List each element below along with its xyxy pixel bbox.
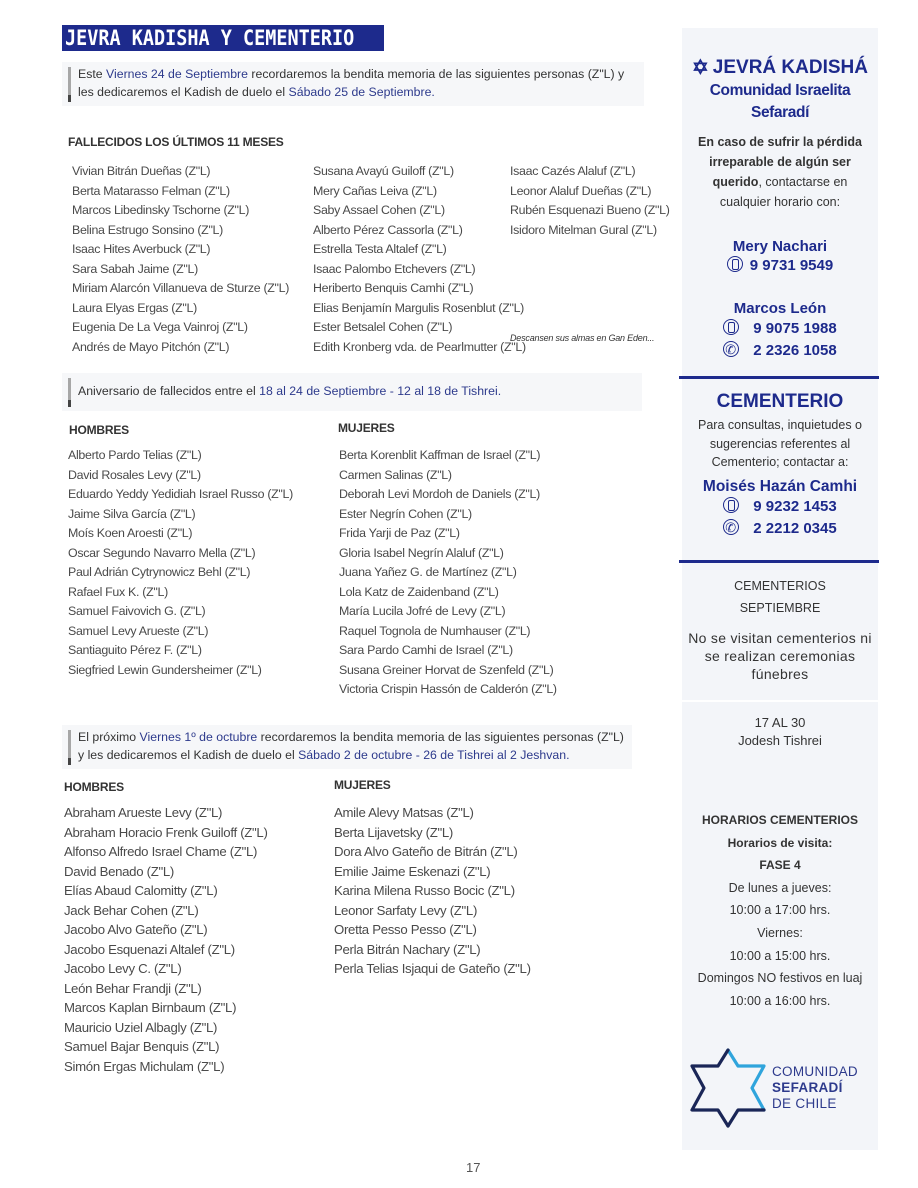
horarios-line: 10:00 a 17:00 hrs.: [729, 903, 831, 918]
contact-mery: [682, 238, 878, 277]
name-list-item: Sara Pardo Camhi de Israel (Z"L): [339, 643, 513, 657]
horarios-line: Domingos NO festivos en luaj: [697, 971, 863, 986]
name-list-item: Alberto Pardo Telias (Z"L): [68, 448, 202, 462]
name-list-item: Alberto Pérez Cassorla (Z"L): [313, 222, 463, 237]
mobile-phone-icon: [727, 256, 743, 272]
name-list-item: Dora Alvo Gateño de Bitrán (Z"L): [334, 844, 518, 859]
intro-bold: En caso de sufrir la pérdida irreparable de algún ser querido: [698, 135, 862, 189]
logo-line2: SEFARADÍ: [772, 1080, 843, 1095]
name-list-item: Oretta Pesso Pesso (Z"L): [334, 922, 477, 937]
note-bar: [68, 378, 71, 407]
next-women-list: [334, 803, 531, 979]
name-list-item: Berta Korenblit Kaffman de Israel (Z"L): [339, 448, 541, 462]
name-list-item: Victoria Crispin Hassón de Calderón (Z"L): [339, 682, 557, 696]
name-list-item: David Rosales Levy (Z"L): [68, 467, 201, 482]
name-list-item: Marcos Libedinsky Tschorne (Z"L): [72, 203, 250, 217]
name-list-item: Mery Cañas Leiva (Z"L): [313, 183, 437, 198]
note-date-highlight: Sábado 25 de Septiembre.: [288, 85, 435, 99]
next-men-heading: HOMBRES: [64, 780, 124, 794]
september-line2: SEPTIEMBRE: [739, 601, 821, 615]
name-list-item: Elias Benjamín Margulis Rosenblut (Z"L): [313, 300, 524, 315]
name-list-item: Ester Betsalel Cohen (Z"L): [313, 320, 453, 334]
name-list-item: Berta Lijavetsky (Z"L): [334, 824, 454, 840]
name-list-item: Karina Milena Russo Bocic (Z"L): [334, 883, 515, 898]
logo-text: [772, 1064, 858, 1112]
name-list-item: Jack Behar Cohen (Z"L): [64, 902, 199, 918]
landline-phone-icon: [723, 341, 739, 357]
name-list-item: Heriberto Benquis Camhi (Z"L): [313, 281, 474, 295]
page-title: [62, 25, 384, 51]
phone-number: 2 2326 1058: [753, 342, 837, 359]
name-list-item: Vivian Bitrán Dueñas (Z"L): [72, 164, 211, 178]
org-title: JEVRÁ KADISHÁ: [712, 57, 868, 78]
horarios-line: Viernes:: [757, 925, 803, 940]
name-list-item: Eugenia De La Vega Vainroj (Z"L): [72, 320, 248, 334]
name-list-item: Simón Ergas Michulam (Z"L): [64, 1058, 225, 1074]
name-list-item: Isaac Cazés Alaluf (Z"L): [510, 164, 636, 178]
name-list-item: María Lucila Jofré de Levy (Z"L): [339, 604, 506, 618]
anniversary-note: [62, 373, 642, 411]
horarios-title: HORARIOS CEMENTERIOS: [701, 813, 858, 827]
name-list-item: Jacobo Alvo Gateño (Z"L): [64, 922, 208, 937]
fallecidos-list-col1: [72, 162, 289, 357]
landline-phone-icon: [723, 519, 739, 535]
mobile-phone-icon: [723, 497, 739, 513]
horarios-subtitle: Horarios de visita:: [727, 835, 833, 850]
phone-number: 9 9232 1453: [753, 497, 837, 515]
name-list-item: Ester Negrín Cohen (Z"L): [339, 506, 472, 521]
note-text: Este: [78, 67, 107, 81]
contact-name: Mery Nachari: [732, 238, 828, 255]
name-list-item: Emilie Jaime Eskenazi (Z"L): [334, 863, 491, 879]
note-text: El próximo: [78, 730, 140, 744]
note-date-highlight: Viernes 24 de Septiembre: [106, 67, 248, 81]
name-list-item: Perla Bitrán Nachary (Z"L): [334, 941, 481, 957]
name-list-item: Jacobo Esquenazi Altalef (Z"L): [64, 941, 235, 957]
name-list-item: León Behar Frandji (Z"L): [64, 980, 202, 996]
name-list-item: Lola Katz de Zaidenband (Z"L): [339, 584, 499, 599]
name-list-item: Miriam Alarcón Villanueva de Sturze (Z"L): [72, 281, 290, 295]
note-date-highlight: Viernes 1º de octubre: [139, 730, 258, 744]
name-list-item: Isaac Hites Averbuck (Z"L): [72, 242, 211, 256]
horarios-line: De lunes a jueves:: [728, 880, 832, 895]
contact-landline[interactable]: [682, 518, 878, 540]
name-list-item: Deborah Levi Mordoh de Daniels (Z"L): [339, 487, 540, 501]
closing-note: Descansen sus almas en Gan Eden...: [510, 333, 655, 343]
september-notice: No se visitan cementerios ni se realizan ceremonias fúnebres: [688, 630, 872, 682]
community-logo: [686, 1048, 876, 1128]
cementerio-block: [682, 390, 878, 540]
next-women-heading: MUJERES: [334, 778, 391, 792]
name-list-item: Rubén Esquenazi Bueno (Z"L): [510, 203, 670, 217]
org-header: [682, 56, 878, 124]
name-list-item: Jacobo Levy C. (Z"L): [64, 961, 182, 976]
name-list-item: Alfonso Alfredo Israel Chame (Z"L): [64, 844, 258, 859]
september-line1: CEMENTERIOS: [734, 579, 826, 593]
phone-number: 2 2212 0345: [753, 519, 837, 537]
next-men-list: [64, 803, 268, 1076]
contact-mobile[interactable]: [682, 318, 878, 340]
name-list-item: Paul Adrián Cytrynowicz Behl (Z"L): [68, 565, 251, 579]
phone-number: 9 9075 1988: [753, 320, 837, 337]
divider: [682, 700, 878, 702]
contact-name: Marcos León: [733, 300, 827, 317]
note-bar: [68, 67, 71, 102]
logo-line1: COMUNIDAD: [772, 1064, 858, 1079]
horarios-phase: FASE 4: [759, 858, 801, 873]
name-list-item: Edith Kronberg vda. de Pearlmutter (Z"L): [313, 339, 526, 354]
note-bar: [68, 730, 71, 765]
name-list-item: Andrés de Mayo Pitchón (Z"L): [72, 339, 230, 354]
name-list-item: Abraham Horacio Frenk Guiloff (Z"L): [64, 824, 268, 840]
org-title-row: [682, 56, 878, 80]
memorial-note-1: [62, 62, 644, 106]
name-list-item: Susana Avayú Guiloff (Z"L): [313, 164, 454, 178]
name-list-item: Mauricio Uziel Albagly (Z"L): [64, 1019, 218, 1035]
horarios-line: 10:00 a 16:00 hrs.: [729, 993, 831, 1008]
name-list-item: Gloria Isabel Negrín Alaluf (Z"L): [339, 545, 504, 560]
note-text: recordaremos la bendita memoria de las siguientes personas (Z"L) y les dedicaremos el Kadish de duelo el: [78, 730, 624, 762]
contact-mobile[interactable]: [682, 255, 878, 277]
contact-name: Moisés Hazán Camhi: [702, 477, 858, 495]
name-list-item: Oscar Segundo Navarro Mella (Z"L): [68, 545, 256, 560]
september-block: [682, 575, 878, 683]
contact-marcos: [682, 300, 878, 362]
horarios-block: [682, 809, 878, 1012]
name-list-item: Abraham Arueste Levy (Z"L): [64, 805, 223, 820]
memorial-note-2: [62, 725, 632, 769]
anniversary-women-list: [339, 446, 557, 700]
star-of-david-icon: ✡: [692, 57, 709, 79]
date-range: 17 AL 30: [754, 715, 806, 730]
name-list-item: Leonor Sarfaty Levy (Z"L): [334, 902, 478, 918]
name-list-item: Leonor Alaluf Dueñas (Z"L): [510, 183, 652, 198]
cementerio-title: CEMENTERIO: [716, 391, 844, 412]
note-date-highlight: 18 al 24 de Septiembre - 12 al 18 de Tishrei.: [259, 384, 502, 398]
divider: [679, 560, 879, 563]
name-list-item: Amile Alevy Matsas (Z"L): [334, 805, 474, 820]
section-heading-fallecidos: FALLECIDOS LOS ÚLTIMOS 11 MESES: [68, 135, 284, 149]
name-list-item: Jaime Silva García (Z"L): [68, 506, 196, 521]
anniversary-men-list: [68, 446, 293, 680]
name-list-item: Samuel Faivovich G. (Z"L): [68, 604, 206, 618]
logo-line3: DE CHILE: [772, 1096, 837, 1111]
name-list-item: Isidoro Mitelman Gural (Z"L): [510, 222, 657, 237]
name-list-item: Sara Sabah Jaime (Z"L): [72, 261, 198, 276]
phone-number: 9 9731 9549: [749, 257, 834, 274]
tishrei-block: [682, 714, 878, 750]
name-list-item: Frida Yarji de Paz (Z"L): [339, 526, 460, 540]
anniversary-men-heading: HOMBRES: [69, 423, 129, 437]
name-list-item: Berta Matarasso Felman (Z"L): [72, 183, 230, 198]
fallecidos-list-col3: [510, 162, 670, 240]
name-list-item: Marcos Kaplan Birnbaum (Z"L): [64, 1000, 237, 1015]
name-list-item: Raquel Tognola de Numhauser (Z"L): [339, 623, 531, 638]
note-text: Aniversario de fallecidos entre el: [78, 384, 260, 398]
intro-rest: , contactarse en cualquier horario con:: [719, 175, 848, 209]
name-list-item: David Benado (Z"L): [64, 863, 174, 879]
name-list-item: Elías Abaud Calomitty (Z"L): [64, 883, 218, 898]
page-title-text: JEVRA KADISHA Y CEMENTERIO: [65, 26, 355, 50]
name-list-item: Carmen Salinas (Z"L): [339, 467, 452, 482]
contact-mobile[interactable]: [682, 496, 878, 518]
name-list-item: Estrella Testa Altalef (Z"L): [313, 242, 447, 256]
cementerio-text: Para consultas, inquietudes o sugerencias referentes al Cementerio; contactar a:: [698, 418, 862, 469]
name-list-item: Santiaguito Pérez F. (Z"L): [68, 643, 202, 657]
name-list-item: Moís Koen Aroesti (Z"L): [68, 526, 193, 540]
divider: [679, 376, 879, 379]
horarios-line: 10:00 a 15:00 hrs.: [729, 948, 831, 963]
contact-sidebar: [682, 28, 878, 1150]
fallecidos-list-col2: [313, 162, 526, 357]
contact-landline[interactable]: [682, 340, 878, 362]
star-logo-icon: [686, 1046, 770, 1130]
name-list-item: Samuel Levy Arueste (Z"L): [68, 623, 209, 638]
name-list-item: Siegfried Lewin Gundersheimer (Z"L): [68, 662, 262, 677]
name-list-item: Perla Telias Isjaqui de Gateño (Z"L): [334, 961, 531, 976]
name-list-item: Rafael Fux K. (Z"L): [68, 584, 168, 599]
name-list-item: Juana Yañez G. de Martínez (Z"L): [339, 565, 517, 579]
name-list-item: Saby Assael Cohen (Z"L): [313, 203, 445, 217]
name-list-item: Samuel Bajar Benquis (Z"L): [64, 1039, 220, 1054]
name-list-item: Isaac Palombo Etchevers (Z"L): [313, 261, 476, 276]
org-subtitle: Comunidad Israelita Sefaradí: [709, 82, 851, 121]
page-number: 17: [466, 1160, 481, 1175]
mobile-phone-icon: [723, 319, 739, 335]
name-list-item: Susana Greiner Horvat de Szenfeld (Z"L): [339, 662, 554, 677]
name-list-item: Eduardo Yeddy Yedidiah Israel Russo (Z"L): [68, 487, 293, 501]
name-list-item: Belina Estrugo Sonsino (Z"L): [72, 222, 223, 237]
note-date-highlight: Sábado 2 de octubre - 26 de Tishrei al 2 Jeshvan.: [298, 748, 570, 762]
anniversary-women-heading: MUJERES: [338, 421, 395, 435]
name-list-item: Laura Elyas Ergas (Z"L): [72, 300, 197, 315]
note-text: recordaremos la bendita memoria de las siguientes personas (Z"L) y les dedicaremos el Kadish de duelo el: [78, 67, 625, 99]
hebrew-month: Jodesh Tishrei: [738, 733, 822, 748]
intro-text: [682, 132, 878, 212]
